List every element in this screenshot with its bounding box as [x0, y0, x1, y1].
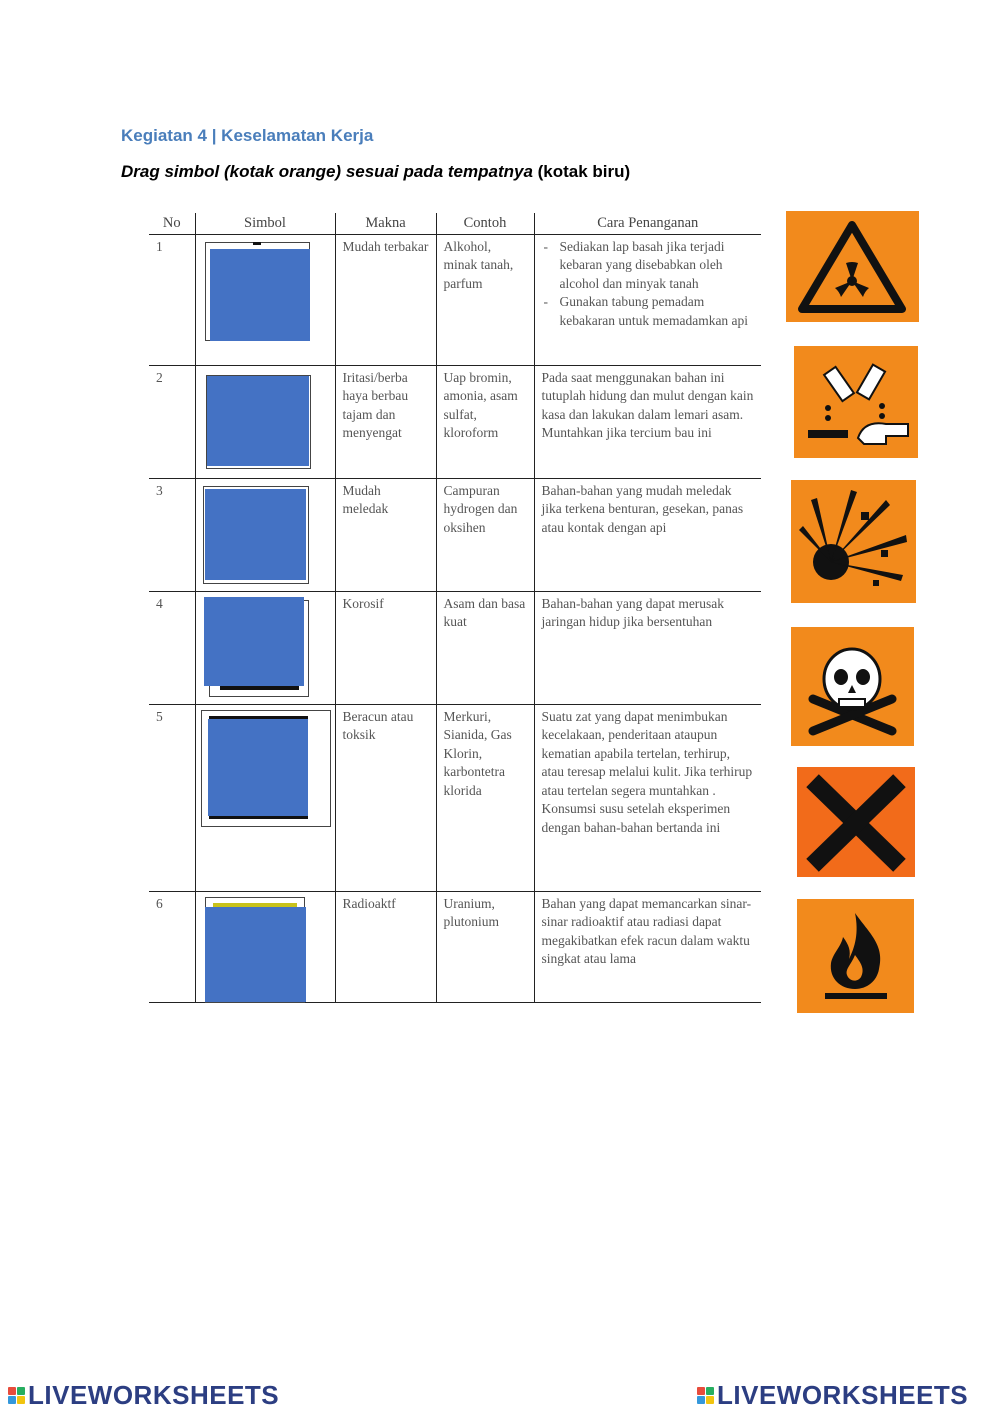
symbol-cell	[195, 365, 335, 478]
flammable-sign[interactable]	[797, 899, 914, 1013]
drop-box-1[interactable]	[210, 249, 310, 341]
corrosive-icon	[794, 346, 918, 458]
contoh-cell: Campuran hydrogen dan oksihen	[436, 478, 534, 591]
liveworksheets-logo-icon	[697, 1387, 714, 1404]
table-row	[149, 891, 761, 1002]
drop-box-3[interactable]	[205, 489, 306, 580]
table-row	[149, 234, 761, 365]
symbol-edge	[253, 242, 261, 245]
drop-box-5[interactable]	[208, 719, 308, 816]
makna-cell: Iritasi/berba haya berbau tajam dan menyengat	[335, 365, 436, 478]
row-number: 2	[149, 365, 195, 478]
penanganan-cell: Bahan-bahan yang dapat merusak jaringan hidup jika bersentuhan	[534, 591, 761, 704]
penanganan-cell: Suatu zat yang dapat menimbukan kecelakaan, penderitaan ataupun kematian apabila tertelan, terhirup, atau teresap melalui kulit. Jika terhirup atau tertelan segera muntahkan . Konsumsi susu setelah eksperimen dengan bahan-bahan bertanda ini	[534, 704, 761, 891]
penanganan-cell: Bahan-bahan yang mudah meledak jika terkena benturan, gesekan, panas atau kontak dengan api	[534, 478, 761, 591]
contoh-cell: Alkohol, minak tanah, parfum	[436, 234, 534, 365]
explosive-sign[interactable]	[791, 480, 916, 603]
corrosive-sign[interactable]	[794, 346, 918, 458]
col-header-simbol: Simbol	[195, 213, 335, 234]
cross-icon	[797, 767, 915, 877]
col-header-makna: Makna	[335, 213, 436, 234]
symbol-cell	[195, 591, 335, 704]
row-number: 5	[149, 704, 195, 891]
radioactive-icon	[786, 211, 919, 322]
instruction-italic: Drag simbol (kotak orange) sesuai pada tempatnya	[121, 162, 533, 181]
drop-box-4[interactable]	[204, 597, 304, 686]
symbol-cell	[195, 478, 335, 591]
safety-symbol-table	[149, 213, 761, 1003]
row-number: 6	[149, 891, 195, 1002]
makna-cell: Beracun atau toksik	[335, 704, 436, 891]
row-number: 3	[149, 478, 195, 591]
flame-icon	[797, 899, 914, 1013]
contoh-cell: Uranium, plutonium	[436, 891, 534, 1002]
skull-icon	[791, 627, 914, 746]
footer-logo-left	[8, 1380, 279, 1411]
penanganan-cell	[534, 234, 761, 365]
makna-cell: Mudah meledak	[335, 478, 436, 591]
footer-logo-right	[697, 1380, 968, 1411]
penanganan-step: - Gunakan tabung pemadam kebakaran untuk memadamkan api	[542, 293, 755, 330]
symbol-cell	[195, 234, 335, 365]
penanganan-step: - Sediakan lap basah jika terjadi kebaran yang disebabkan oleh alcohol dan minyak tanah	[542, 238, 755, 294]
drop-box-6[interactable]	[205, 907, 306, 1002]
symbol-cell	[195, 704, 335, 891]
liveworksheets-logo-icon	[8, 1387, 25, 1404]
logo-text: LIVEWORKSHEETS	[717, 1380, 969, 1410]
contoh-cell: Merkuri, Sianida, Gas Klorin, karbontetra klorida	[436, 704, 534, 891]
penanganan-cell: Pada saat menggunakan bahan ini tutuplah hidung dan mulut dengan kain kasa dan lakukan dalam lemari asam. Muntahkan jika tercium bau ini	[534, 365, 761, 478]
explosive-icon	[791, 480, 916, 603]
symbol-edge	[220, 686, 299, 690]
symbol-cell	[195, 891, 335, 1002]
col-header-contoh: Contoh	[436, 213, 534, 234]
penanganan-cell: Bahan yang dapat memancarkan sinar-sinar radioaktif atau radiasi dapat megakibatkan efek racun dalam waktu singkat atau lama	[534, 891, 761, 1002]
radioactive-sign[interactable]	[786, 211, 919, 322]
table-row	[149, 591, 761, 704]
col-header-no: No	[149, 213, 195, 234]
makna-cell: Korosif	[335, 591, 436, 704]
col-header-penanganan: Cara Penanganan	[534, 213, 761, 234]
instruction-normal: (kotak biru)	[532, 162, 631, 181]
instruction	[121, 162, 630, 182]
drop-box-2[interactable]	[207, 376, 309, 466]
table-row	[149, 478, 761, 591]
table-row	[149, 704, 761, 891]
makna-cell: Radioaktf	[335, 891, 436, 1002]
toxic-sign[interactable]	[791, 627, 914, 746]
row-number: 1	[149, 234, 195, 365]
irritant-sign[interactable]	[797, 767, 915, 877]
page-heading: Kegiatan 4 | Keselamatan Kerja	[121, 126, 374, 145]
logo-text: LIVEWORKSHEETS	[28, 1380, 280, 1410]
table-row	[149, 365, 761, 478]
makna-cell: Mudah terbakar	[335, 234, 436, 365]
symbol-edge	[209, 816, 308, 819]
row-number: 4	[149, 591, 195, 704]
contoh-cell: Asam dan basa kuat	[436, 591, 534, 704]
contoh-cell: Uap bromin, amonia, asam sulfat, kloroform	[436, 365, 534, 478]
